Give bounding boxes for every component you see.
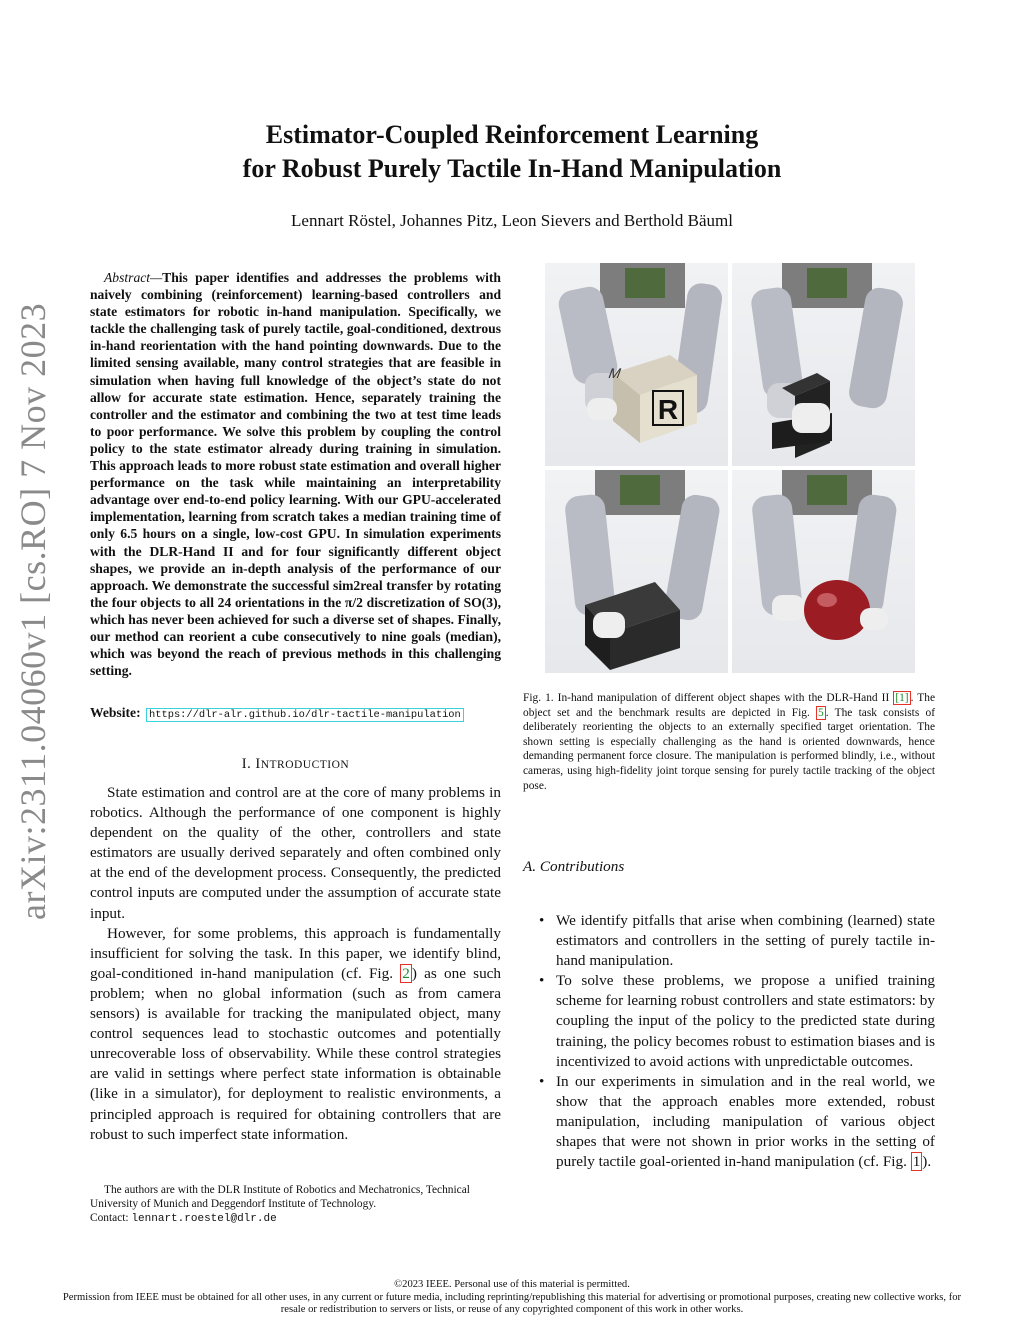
intro-paragraph-1: State estimation and control are at the core of many problems in robotics. Although the performance of one component is highly dependent on the quality of the other, controllers and state estimators are usually derived separately and often combined only at the end of the development process. Consequently, the predicted control inputs are computed under the assumption of accurate state input. bbox=[90, 784, 501, 922]
copyright-footer bbox=[60, 1279, 964, 1317]
hand-cuboid-illustration bbox=[732, 263, 915, 466]
contact-email[interactable]: lennart.roestel@dlr.de bbox=[131, 1213, 277, 1225]
hand-box-illustration bbox=[545, 470, 728, 673]
title-line-2: for Robust Purely Tactile In-Hand Manipulation bbox=[242, 154, 782, 183]
list-item: • In our experiments in simulation and in the real world, we show that the approach enables more extended, robust manipulation, including manipulation of various object shapes that were not shown in prior works in the setting of purely tactile goal-oriented in-hand manipulation (cf. Fig. 1 ). bbox=[539, 1072, 935, 1171]
svg-text:R: R bbox=[657, 394, 679, 425]
arxiv-stamp: arXiv:2311.04060v1 [cs.RO] 7 Nov 2023 bbox=[13, 302, 53, 920]
bullet-text-1: We identify pitfalls that arise when combining (learned) state estimators and controllers in the setting of purely tactile in-hand manipulation. bbox=[556, 912, 935, 970]
author-footnote bbox=[90, 1183, 510, 1226]
caption-part-b: . The object set and the benchmark results are depicted in Fig. bbox=[523, 692, 936, 719]
section-numeral: I. bbox=[241, 756, 256, 772]
title-line-1: Estimator-Coupled Reinforcement Learning bbox=[265, 120, 759, 149]
figure-panel-cuboid bbox=[732, 263, 915, 466]
list-item: • We identify pitfalls that arise when combining (learned) state estimators and controllers in the setting of purely tactile in-hand manipulation. bbox=[539, 912, 935, 970]
svg-text:M: M bbox=[605, 366, 624, 382]
abstract-lead: Abstract— bbox=[104, 270, 163, 285]
section-first-letter: I bbox=[255, 756, 261, 772]
figure-panel-apple bbox=[732, 470, 915, 673]
hand-apple-illustration bbox=[732, 470, 915, 673]
website-label: Website: bbox=[90, 705, 141, 720]
website-line bbox=[90, 705, 464, 721]
ref-1-link[interactable]: [1] bbox=[895, 692, 909, 704]
contributions-list bbox=[523, 911, 935, 1172]
introduction-body bbox=[90, 783, 501, 1145]
section-heading-introduction bbox=[90, 756, 501, 773]
hand-cube-illustration bbox=[545, 263, 728, 466]
figure-1-caption bbox=[523, 691, 935, 793]
caption-part-c: . The task consists of deliberately reorienting the objects to an externally specified target orientation. The shown setting is especially challenging as the hand is oriented downwards, hence demanding permanent force closure. The manipulation is performed blindly, i.e., without cameras, using high-fidelity joint torque sensing for purely tactile tracking of the object pose. bbox=[523, 706, 935, 792]
bullet-text-2: To solve these problems, we propose a unified training scheme for learning robust controllers and state estimators: by coupling the input of the policy to the predicted state during training, the policy becomes robust to estimation biases and is incentivized to avoid actions with unpredictable outcomes. bbox=[556, 972, 935, 1070]
footer-line-1: ©2023 IEEE. Personal use of this material is permitted. bbox=[394, 1279, 630, 1290]
fig1-link[interactable]: 1 bbox=[912, 1153, 921, 1171]
intro-paragraph-2 bbox=[90, 924, 501, 1145]
authors: Lennart Röstel, Johannes Pitz, Leon Sievers and Berthold Bäuml bbox=[291, 211, 733, 230]
bullet-text-3b: ). bbox=[922, 1153, 932, 1171]
figure-panel-box bbox=[545, 470, 728, 673]
list-item: • To solve these problems, we propose a unified training scheme for learning robust controllers and state estimators: by coupling the input of the policy to the predicted state during training, the policy becomes robust to estimation biases and is incentivized to avoid actions with unpredictable outcomes. bbox=[539, 972, 935, 1070]
abstract-text: This paper identifies and addresses the problems with naively combining (reinforcement) learning-based controllers and state estimators for robotic in-hand manipulation. Specifically, we tackle the challenging task of purely tactile, goal-conditioned, dextrous in-hand reorientation with the hand pointing downwards. Due to the limited sensing available, many control strategies that are feasible in simulation when having full knowledge of the object’s state do not allow for accurate state estimation. Hence, separately training the controller and the estimator and combining the two at test time leads to poor performance. We solve this problem by coupling the control policy to the state estimator already during training in simulation. This approach leads to more robust state estimation and overall higher performance on the task while maintaining an interpretability advantage over end-to-end policy learning. With our GPU-accelerated implementation, learning from scratch takes a median training time of only 6.5 hours on a single, low-cost GPU. In simulation experiments with the DLR-Hand II and for four significantly different object shapes, we provide an in-depth analysis of the performance of our approach. We demonstrate the successful sim2real transfer by rotating the four objects to all 24 orientations in the π/2 discretization of SO(3), which has never been achieved for such a diverse set of shapes. Finally, our method can reorient a cube consecutively to nine goals (median), which was beyond the reach of previous methods in this challenging setting. bbox=[90, 270, 501, 679]
website-link[interactable]: https://dlr-alr.github.io/dlr-tactile-manipulation bbox=[146, 708, 464, 722]
figure-panel-cube bbox=[545, 263, 728, 466]
caption-part-a: Fig. 1. In-hand manipulation of different object shapes with the DLR-Hand II bbox=[523, 692, 894, 704]
fig5-link[interactable]: 5 bbox=[818, 706, 824, 719]
figure-1 bbox=[545, 263, 914, 673]
footnote-affiliation: The authors are with the DLR Institute of Robotics and Mechatronics, Technical University of Munich and Deggendorf Institute of Technology. bbox=[90, 1184, 470, 1210]
footer-line-2: Permission from IEEE must be obtained for all other uses, in any current or future media, including reprinting/republishing this material for advertising or promotional purposes, creating new collective works, for resale or redistribution to servers or lists, or reuse of any copyrighted component of this work in other works. bbox=[62, 1291, 962, 1316]
abstract bbox=[90, 269, 501, 679]
subsection-heading-contributions: A. Contributions bbox=[523, 858, 625, 875]
fig2-link[interactable]: 2 bbox=[402, 964, 410, 982]
intro-p2-part-a: However, for some problems, this approach is fundamentally insufficient for solving the task. In this paper, we identify blind, goal-conditioned in-hand manipulation (cf. Fig. bbox=[90, 924, 501, 982]
contact-label: Contact: bbox=[90, 1212, 129, 1224]
intro-p2-part-b: ) as one such problem; when no global information (such as from camera sensors) is available for tracking the manipulated object, many control sequences lead to stochastic outcomes and potentially unrecoverable loss of observability. While these control strategies are valid in settings where perfect state information is obtainable (like in a simulator), for deployment to realistic environments, a principled approach is required for obtaining controllers that are robust to such imperfect state information. bbox=[90, 964, 501, 1143]
bullet-text-3a: In our experiments in simulation and in the real world, we show that the approach enables more extended, robust manipulation, including manipulation of various object shapes that were not shown in prior works in the setting of purely tactile goal-oriented in-hand manipulation (cf. Fig. bbox=[556, 1072, 935, 1171]
footnote-contact bbox=[90, 1211, 510, 1226]
section-rest: NTRODUCTION bbox=[260, 759, 350, 771]
paper-title bbox=[150, 118, 874, 186]
